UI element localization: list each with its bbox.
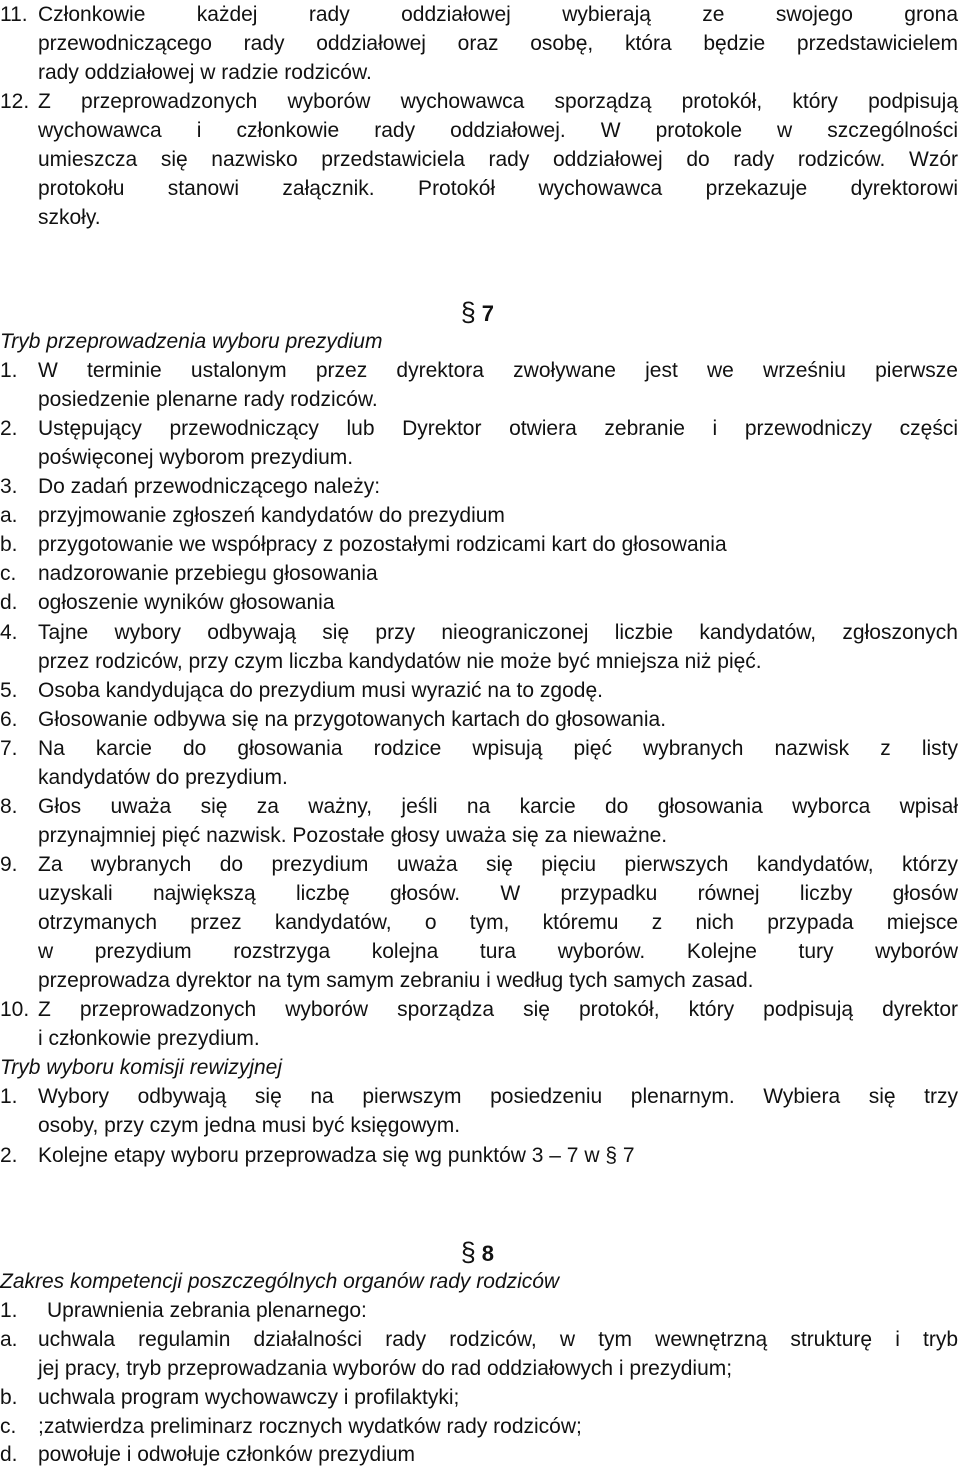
item-number: 1. bbox=[0, 359, 18, 382]
item-number: 11. bbox=[0, 3, 28, 26]
list-item bbox=[0, 414, 958, 443]
item-text: posiedzenie plenarne rady rodziców. bbox=[38, 388, 378, 411]
item-number: 3. bbox=[0, 475, 18, 498]
item-text: powołuje i odwołuje członków prezydium bbox=[38, 1443, 416, 1466]
item-text: rady oddziałowej w radzie rodziców. bbox=[38, 61, 372, 84]
list-item bbox=[0, 1412, 958, 1441]
item-text: osoby, przy czym jedna musi być księgowym. bbox=[38, 1114, 461, 1137]
item-text: w prezydium rozstrzyga kolejna tura wyborów. Kolejne tury wyborów bbox=[38, 940, 958, 963]
list-item bbox=[0, 850, 958, 879]
item-text: przewodniczącego rady oddziałowej oraz osobę, która będzie przedstawicielem bbox=[38, 32, 958, 55]
item-text: przynajmniej pięć nazwisk. Pozostałe głosy uważa się za nieważne. bbox=[38, 824, 668, 847]
item-number: d. bbox=[0, 1443, 18, 1466]
list-item bbox=[0, 501, 958, 530]
item-number: d. bbox=[0, 591, 18, 614]
item-text: szkoły. bbox=[38, 206, 101, 229]
item-number: 6. bbox=[0, 708, 18, 731]
item-number: b. bbox=[0, 533, 18, 556]
item-text: protokołu stanowi załącznik. Protokół wychowawca przekazuje dyrektorowi bbox=[38, 177, 958, 200]
item-number: 1. bbox=[0, 1085, 18, 1108]
item-number: 4. bbox=[0, 621, 18, 644]
text-line bbox=[0, 821, 958, 850]
text-line bbox=[0, 908, 958, 937]
item-text: poświęconej wyborom prezydium. bbox=[38, 446, 354, 469]
subsection-heading: Tryb wyboru komisji rewizyjnej bbox=[0, 1056, 283, 1079]
text-line bbox=[0, 29, 958, 58]
item-number: 9. bbox=[0, 853, 18, 876]
item-text: uzyskali największą liczbę głosów. W przypadku równej liczby głosów bbox=[38, 882, 958, 905]
text-line bbox=[0, 1354, 958, 1383]
text-line bbox=[0, 647, 958, 676]
item-text: Uprawnienia zebrania plenarnego: bbox=[47, 1299, 367, 1322]
item-number: 10. bbox=[0, 998, 30, 1021]
item-number: 7. bbox=[0, 737, 18, 760]
text-line bbox=[0, 116, 958, 145]
text-line bbox=[0, 1111, 958, 1140]
item-text: Osoba kandydująca do prezydium musi wyrazić na to zgodę. bbox=[38, 679, 603, 702]
item-text: jej pracy, tryb przeprowadzania wyborów do rad oddziałowych i prezydium; bbox=[38, 1357, 733, 1380]
list-item bbox=[0, 1082, 958, 1111]
item-number: 8. bbox=[0, 795, 18, 818]
text-line bbox=[0, 0, 958, 29]
section-7-number bbox=[0, 297, 494, 327]
item-number: c. bbox=[0, 1415, 17, 1438]
item-number: c. bbox=[0, 562, 17, 585]
list-item bbox=[0, 530, 958, 559]
item-text: nadzorowanie przebiegu głosowania bbox=[38, 562, 378, 585]
item-text: uchwala regulamin działalności rady rodziców, w tym wewnętrzną strukturę i tryb bbox=[38, 1328, 958, 1351]
item-text: Tajne wybory odbywają się przy nieograniczonej liczbie kandydatów, zgłoszonych bbox=[38, 621, 958, 644]
item-text: Głosowanie odbywa się na przygotowanych kartach do głosowania. bbox=[38, 708, 667, 731]
list-item bbox=[0, 995, 958, 1024]
item-number: b. bbox=[0, 1386, 18, 1409]
item-text: wychowawca i członkowie rady oddziałowej. W protokole w szczególności bbox=[38, 119, 958, 142]
item-number: 2. bbox=[0, 1144, 18, 1167]
item-text: przez rodziców, przy czym liczba kandydatów nie może być mniejsza niż pięć. bbox=[38, 650, 762, 673]
list-item bbox=[0, 1325, 958, 1354]
list-item bbox=[0, 705, 958, 734]
item-text: Kolejne etapy wyboru przeprowadza się wg punktów 3 – 7 w § 7 bbox=[38, 1144, 635, 1167]
item-text: Głos uważa się za ważny, jeśli na karcie do głosowania wyborca wpisał bbox=[38, 795, 958, 818]
list-item bbox=[0, 1440, 958, 1469]
text-line bbox=[0, 174, 958, 203]
list-item bbox=[0, 618, 958, 647]
list-item bbox=[0, 472, 958, 501]
text-line bbox=[0, 966, 958, 995]
text-line bbox=[0, 1024, 958, 1053]
list-item bbox=[0, 676, 958, 705]
item-number: 2. bbox=[0, 417, 18, 440]
section-number: 7 bbox=[481, 301, 494, 326]
text-line bbox=[0, 443, 958, 472]
item-number: a. bbox=[0, 1328, 18, 1351]
text-line bbox=[0, 763, 958, 792]
list-item bbox=[0, 588, 958, 617]
section-7-heading: Tryb przeprowadzenia wyboru prezydium bbox=[0, 330, 383, 353]
item-number: 1. bbox=[0, 1299, 18, 1322]
item-text: Wybory odbywają się na pierwszym posiedzeniu plenarnym. Wybiera się trzy bbox=[38, 1085, 958, 1108]
item-text: uchwala program wychowawczy i profilaktyki; bbox=[38, 1386, 460, 1409]
list-item bbox=[0, 734, 958, 763]
item-number: a. bbox=[0, 504, 18, 527]
list-item bbox=[0, 356, 958, 385]
item-text: Z przeprowadzonych wyborów wychowawca sporządzą protokół, który podpisują bbox=[38, 90, 958, 113]
item-text: Na karcie do głosowania rodzice wpisują pięć wybranych nazwisk z listy bbox=[38, 737, 958, 760]
item-text: kandydatów do prezydium. bbox=[38, 766, 288, 789]
text-line bbox=[0, 87, 958, 116]
item-text: i członkowie prezydium. bbox=[38, 1027, 260, 1050]
list-item bbox=[0, 792, 958, 821]
text-line bbox=[0, 145, 958, 174]
item-text: umieszcza się nazwisko przedstawiciela rady oddziałowej do rady rodziców. Wzór bbox=[38, 148, 958, 171]
item-number: 12. bbox=[0, 90, 30, 113]
item-text: Za wybranych do prezydium uważa się pięciu pierwszych kandydatów, którzy bbox=[38, 853, 958, 876]
text-line bbox=[0, 879, 958, 908]
item-number: 5. bbox=[0, 679, 18, 702]
paragraph-symbol: § bbox=[460, 297, 476, 327]
item-text: ;zatwierdza preliminarz rocznych wydatków rady rodziców; bbox=[38, 1415, 582, 1438]
list-item bbox=[0, 1141, 958, 1170]
section-number: 8 bbox=[481, 1241, 494, 1266]
list-item bbox=[0, 1383, 958, 1412]
item-text: przygotowanie we współpracy z pozostałymi rodzicami kart do głosowania bbox=[38, 533, 727, 556]
item-text: Ustępujący przewodniczący lub Dyrektor otwiera zebranie i przewodniczy części bbox=[38, 417, 958, 440]
item-text: przyjmowanie zgłoszeń kandydatów do prezydium bbox=[38, 504, 505, 527]
item-text: Do zadań przewodniczącego należy: bbox=[38, 475, 381, 498]
paragraph-symbol: § bbox=[460, 1237, 476, 1267]
item-text: W terminie ustalonym przez dyrektora zwoływane jest we wrześniu pierwsze bbox=[38, 359, 958, 382]
text-line bbox=[0, 385, 958, 414]
text-line bbox=[0, 58, 958, 87]
item-text: przeprowadza dyrektor na tym samym zebraniu i według tych samych zasad. bbox=[38, 969, 754, 992]
item-text: otrzymanych przez kandydatów, o tym, któremu z nich przypada miejsce bbox=[38, 911, 958, 934]
text-line bbox=[0, 937, 958, 966]
list-item bbox=[0, 1296, 958, 1325]
item-text: Członkowie każdej rady oddziałowej wybierają ze swojego grona bbox=[38, 3, 958, 26]
item-text: Z przeprowadzonych wyborów sporządza się protokół, który podpisują dyrektor bbox=[38, 998, 958, 1021]
item-text: ogłoszenie wyników głosowania bbox=[38, 591, 335, 614]
section-8-number bbox=[0, 1237, 494, 1267]
text-line bbox=[0, 203, 958, 232]
list-item bbox=[0, 559, 958, 588]
section-8-heading: Zakres kompetencji poszczególnych organów rady rodziców bbox=[0, 1270, 560, 1293]
